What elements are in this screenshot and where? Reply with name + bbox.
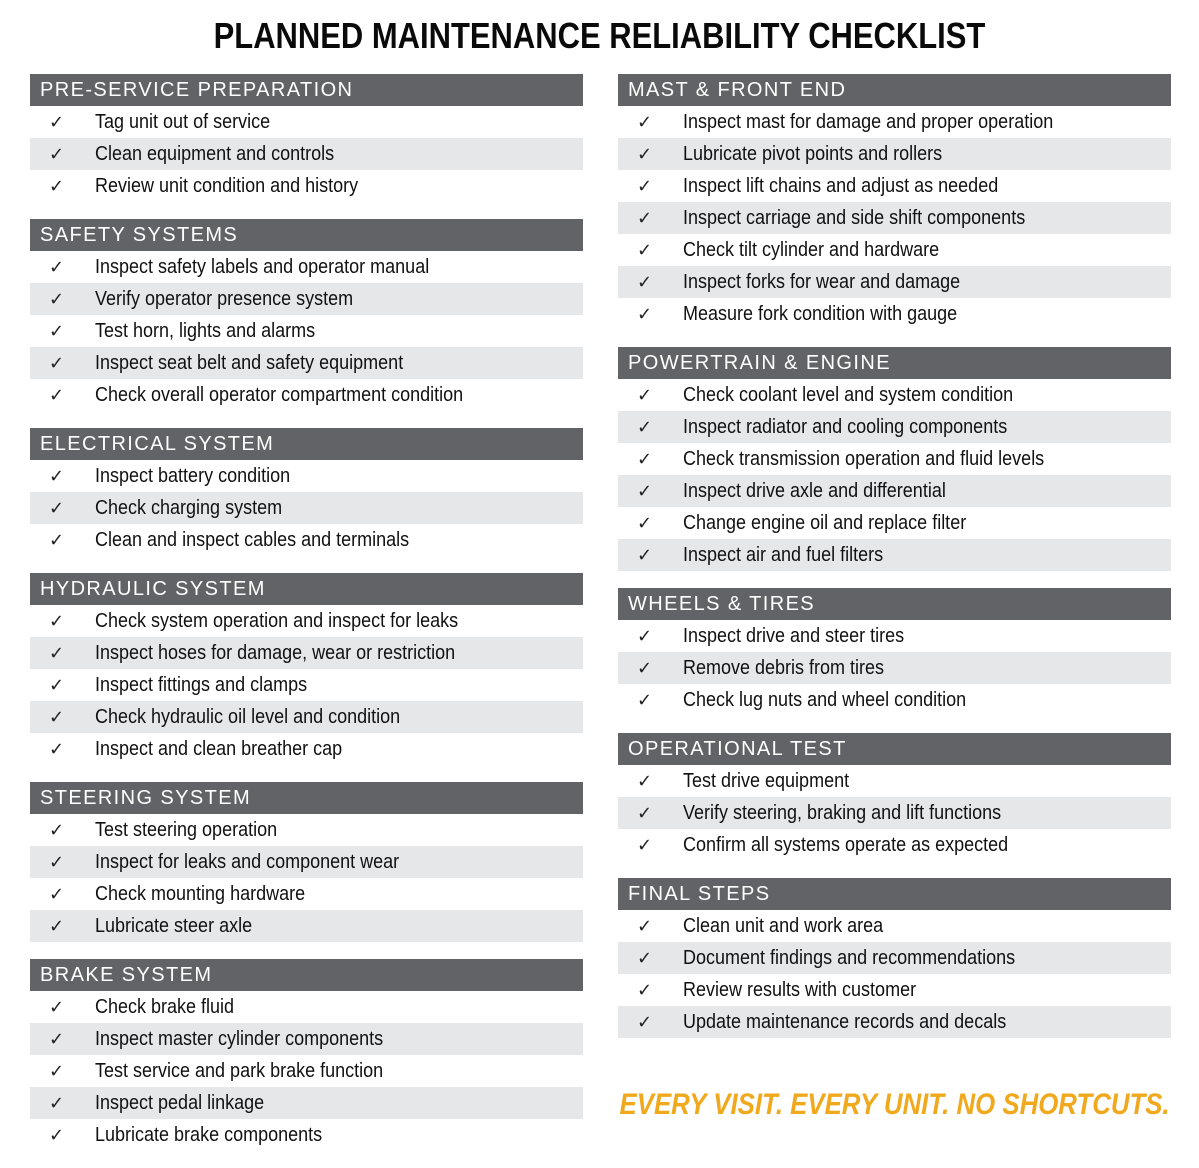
checkmark-icon: ✓ [49, 996, 65, 1018]
checklist-item [30, 106, 583, 138]
checklist-item [618, 942, 1171, 974]
checkmark-icon: ✓ [49, 1028, 65, 1050]
section-header: MAST & FRONT END [618, 74, 1171, 106]
checkmark-icon: ✓ [49, 529, 65, 551]
checklist-item-text: Review unit condition and history [95, 174, 359, 197]
checklist-item-text: Inspect mast for damage and proper operation [683, 110, 1054, 133]
tagline: EVERY VISIT. EVERY UNIT. NO SHORTCUTS. [619, 1088, 1170, 1121]
section-brake-system [30, 959, 583, 1151]
checklist-item-text: Inspect radiator and cooling components [683, 415, 1008, 438]
checklist-item [30, 1023, 583, 1055]
section-pre-service-preparation [30, 74, 583, 202]
checkmark-icon: ✓ [49, 1124, 65, 1146]
checklist-item [618, 411, 1171, 443]
checklist-item [30, 605, 583, 637]
checkmark-icon: ✓ [49, 674, 65, 696]
checkmark-icon: ✓ [637, 448, 653, 470]
checkmark-icon: ✓ [49, 883, 65, 905]
checklist-item-text: Check lug nuts and wheel condition [683, 688, 967, 711]
section-steering-system [30, 782, 583, 942]
checklist-item [30, 910, 583, 942]
checklist-item [30, 170, 583, 202]
section-operational-test [618, 733, 1171, 861]
checklist-item [30, 637, 583, 669]
checkmark-icon: ✓ [49, 384, 65, 406]
checkmark-icon: ✓ [637, 175, 653, 197]
checklist-item-text: Update maintenance records and decals [683, 1010, 1007, 1033]
section-header: WHEELS & TIRES [618, 588, 1171, 620]
checklist-item-text: Check charging system [95, 496, 283, 519]
checklist-item-text: Lubricate pivot points and rollers [683, 142, 943, 165]
checkmark-icon: ✓ [49, 1092, 65, 1114]
checklist-item [618, 684, 1171, 716]
checklist-item-text: Lubricate steer axle [95, 914, 253, 937]
checklist-item-text: Check overall operator compartment condition [95, 383, 464, 406]
checklist-item-text: Check mounting hardware [95, 882, 306, 905]
checklist-item-text: Check coolant level and system condition [683, 383, 1014, 406]
checklist-item-text: Inspect hoses for damage, wear or restriction [95, 641, 456, 664]
checkmark-icon: ✓ [49, 320, 65, 342]
checkmark-icon: ✓ [637, 544, 653, 566]
section-header: PRE-SERVICE PREPARATION [30, 74, 583, 106]
checklist-item [618, 298, 1171, 330]
checklist-item [30, 846, 583, 878]
checkmark-icon: ✓ [637, 384, 653, 406]
checkmark-icon: ✓ [49, 111, 65, 133]
section-hydraulic-system [30, 573, 583, 765]
left-column [30, 74, 583, 1168]
checklist-item-text: Verify steering, braking and lift functions [683, 801, 1002, 824]
section-header: SAFETY SYSTEMS [30, 219, 583, 251]
checklist-item-text: Check hydraulic oil level and condition [95, 705, 401, 728]
checklist-item [618, 234, 1171, 266]
checklist-item [618, 202, 1171, 234]
checklist-item [30, 379, 583, 411]
checklist-item-text: Remove debris from tires [683, 656, 885, 679]
checkmark-icon: ✓ [49, 288, 65, 310]
checklist-item [618, 765, 1171, 797]
checklist-item-text: Test service and park brake function [95, 1059, 384, 1082]
checkmark-icon: ✓ [637, 143, 653, 165]
checklist-item [618, 652, 1171, 684]
checklist-item [618, 266, 1171, 298]
checkmark-icon: ✓ [49, 352, 65, 374]
checklist-item-text: Inspect carriage and side shift components [683, 206, 1026, 229]
section-header: STEERING SYSTEM [30, 782, 583, 814]
checklist-item-text: Test drive equipment [683, 769, 850, 792]
checklist-item-text: Check system operation and inspect for leaks [95, 609, 459, 632]
checklist-item-text: Check transmission operation and fluid levels [683, 447, 1045, 470]
checklist-item [30, 814, 583, 846]
checkmark-icon: ✓ [49, 465, 65, 487]
section-header: ELECTRICAL SYSTEM [30, 428, 583, 460]
checklist-item [30, 138, 583, 170]
section-mast-and-front-end [618, 74, 1171, 330]
checklist-item [30, 1119, 583, 1151]
checkmark-icon: ✓ [637, 689, 653, 711]
checkmark-icon: ✓ [637, 657, 653, 679]
checkmark-icon: ✓ [49, 819, 65, 841]
checklist-item [618, 106, 1171, 138]
checklist-item-text: Test horn, lights and alarms [95, 319, 316, 342]
checkmark-icon: ✓ [637, 111, 653, 133]
checklist-item-text: Document findings and recommendations [683, 946, 1016, 969]
checklist-item [30, 460, 583, 492]
checklist-item [618, 507, 1171, 539]
checklist-item [618, 797, 1171, 829]
checkmark-icon: ✓ [49, 175, 65, 197]
section-header: FINAL STEPS [618, 878, 1171, 910]
checkmark-icon: ✓ [637, 834, 653, 856]
checklist-item-text: Inspect pedal linkage [95, 1091, 265, 1114]
checkmark-icon: ✓ [49, 642, 65, 664]
checkmark-icon: ✓ [637, 802, 653, 824]
checklist-item-text: Tag unit out of service [95, 110, 271, 133]
checkmark-icon: ✓ [637, 207, 653, 229]
checkmark-icon: ✓ [49, 143, 65, 165]
section-header: POWERTRAIN & ENGINE [618, 347, 1171, 379]
checklist-item [30, 1055, 583, 1087]
checklist-item [618, 1006, 1171, 1038]
section-final-steps [618, 878, 1171, 1038]
checklist-item [618, 138, 1171, 170]
checklist-item [30, 669, 583, 701]
checklist-item-text: Verify operator presence system [95, 287, 354, 310]
checklist-item-text: Clean equipment and controls [95, 142, 335, 165]
checklist-item [618, 910, 1171, 942]
checkmark-icon: ✓ [637, 625, 653, 647]
checklist-item [30, 524, 583, 556]
checkmark-icon: ✓ [637, 512, 653, 534]
checklist-item [30, 492, 583, 524]
checkmark-icon: ✓ [637, 271, 653, 293]
checkmark-icon: ✓ [49, 256, 65, 278]
checkmark-icon: ✓ [49, 738, 65, 760]
checklist-item-text: Inspect lift chains and adjust as needed [683, 174, 999, 197]
checklist-item [30, 315, 583, 347]
section-wheels-and-tires [618, 588, 1171, 716]
checklist-item-text: Inspect air and fuel filters [683, 543, 884, 566]
section-safety-systems [30, 219, 583, 411]
checklist-item-text: Inspect drive and steer tires [683, 624, 905, 647]
section-powertrain-and-engine [618, 347, 1171, 571]
checklist-item [30, 878, 583, 910]
checklist-item-text: Clean and inspect cables and terminals [95, 528, 410, 551]
checklist-item-text: Clean unit and work area [683, 914, 884, 937]
checklist-item-text: Inspect fittings and clamps [95, 673, 308, 696]
right-column [618, 74, 1171, 1055]
checklist-item [30, 251, 583, 283]
checkmark-icon: ✓ [637, 915, 653, 937]
checkmark-icon: ✓ [637, 947, 653, 969]
checklist-item [30, 701, 583, 733]
checklist-item-text: Inspect seat belt and safety equipment [95, 351, 404, 374]
checklist-item [618, 539, 1171, 571]
checkmark-icon: ✓ [49, 497, 65, 519]
checklist-item [618, 379, 1171, 411]
checklist-item [618, 974, 1171, 1006]
checklist-item [30, 733, 583, 765]
checkmark-icon: ✓ [637, 416, 653, 438]
checklist-item [618, 443, 1171, 475]
checklist-item-text: Inspect forks for wear and damage [683, 270, 961, 293]
checklist-item-text: Inspect for leaks and component wear [95, 850, 400, 873]
checklist-item-text: Change engine oil and replace filter [683, 511, 967, 534]
checklist-item-text: Inspect master cylinder components [95, 1027, 384, 1050]
checklist-item [30, 283, 583, 315]
checklist-item-text: Lubricate brake components [95, 1123, 323, 1146]
section-header: BRAKE SYSTEM [30, 959, 583, 991]
checklist-item [618, 170, 1171, 202]
checkmark-icon: ✓ [637, 239, 653, 261]
checkmark-icon: ✓ [49, 851, 65, 873]
checkmark-icon: ✓ [637, 303, 653, 325]
checklist-item [618, 620, 1171, 652]
section-header: HYDRAULIC SYSTEM [30, 573, 583, 605]
checkmark-icon: ✓ [49, 915, 65, 937]
checklist-item [30, 991, 583, 1023]
section-electrical-system [30, 428, 583, 556]
checklist-item [618, 475, 1171, 507]
checkmark-icon: ✓ [637, 1011, 653, 1033]
checklist-item-text: Check tilt cylinder and hardware [683, 238, 940, 261]
checklist-item-text: Test steering operation [95, 818, 278, 841]
checklist-item [30, 347, 583, 379]
checklist-item-text: Check brake fluid [95, 995, 235, 1018]
checkmark-icon: ✓ [49, 1060, 65, 1082]
checklist-item-text: Confirm all systems operate as expected [683, 833, 1009, 856]
checklist-item-text: Inspect and clean breather cap [95, 737, 343, 760]
checkmark-icon: ✓ [637, 770, 653, 792]
section-header: OPERATIONAL TEST [618, 733, 1171, 765]
checkmark-icon: ✓ [49, 610, 65, 632]
checkmark-icon: ✓ [49, 706, 65, 728]
checklist-item-text: Measure fork condition with gauge [683, 302, 958, 325]
checklist-item [618, 829, 1171, 861]
checklist-item [30, 1087, 583, 1119]
checklist-item-text: Inspect safety labels and operator manual [95, 255, 430, 278]
page-title: PLANNED MAINTENANCE RELIABILITY CHECKLIST [213, 15, 986, 56]
checklist-item-text: Inspect drive axle and differential [683, 479, 946, 502]
checkmark-icon: ✓ [637, 979, 653, 1001]
checkmark-icon: ✓ [637, 480, 653, 502]
checklist-item-text: Inspect battery condition [95, 464, 291, 487]
checklist-item-text: Review results with customer [683, 978, 917, 1001]
